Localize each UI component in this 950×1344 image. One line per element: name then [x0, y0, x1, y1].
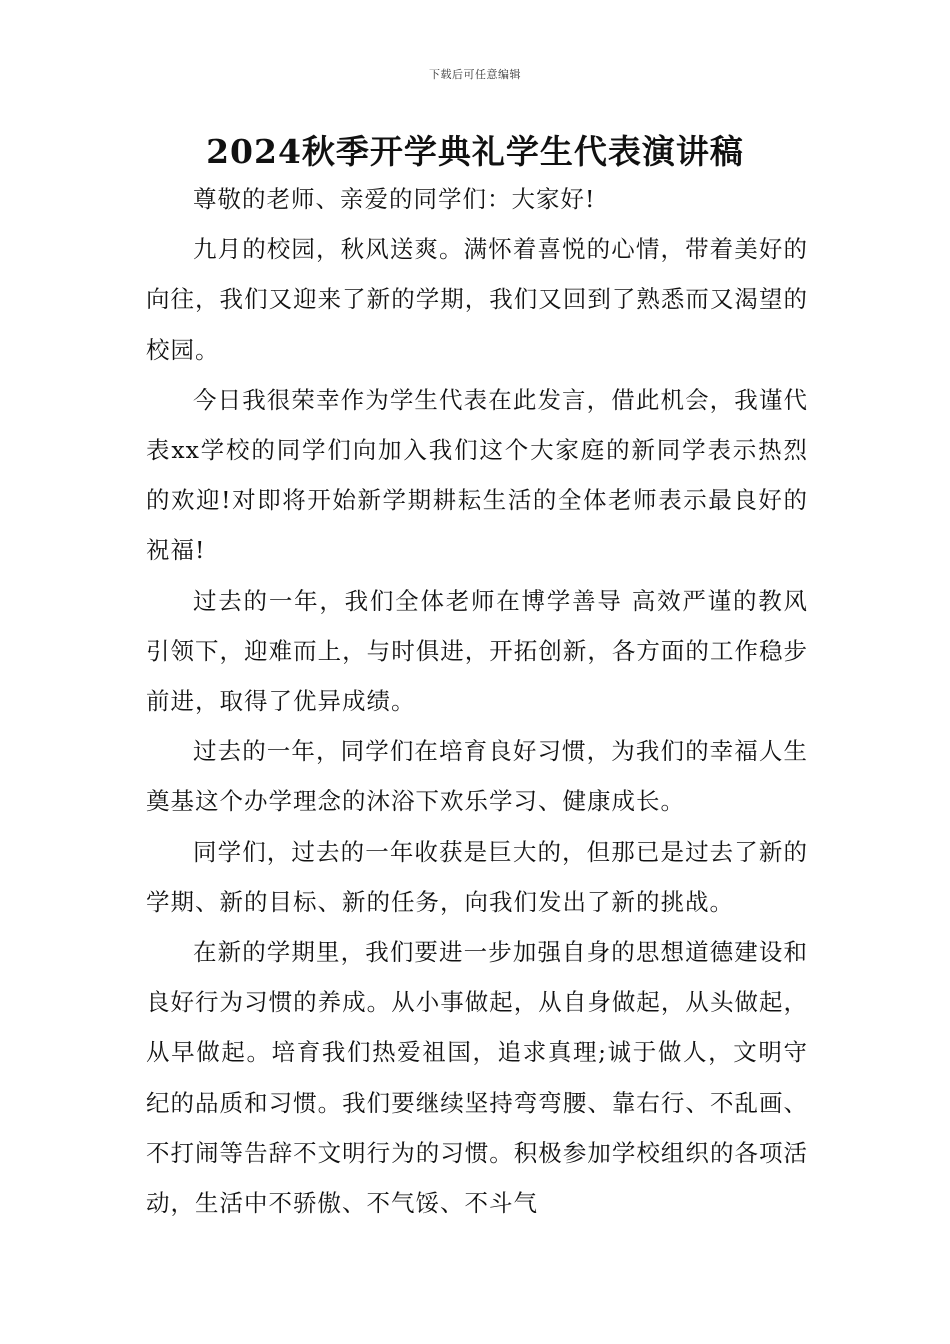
header-note: 下载后可任意编辑: [429, 68, 521, 81]
paragraph-6: 在新的学期里，我们要进一步加强自身的思想道德建设和良好行为习惯的养成。从小事做起，从自身做起，从头做起，从早做起。培育我们热爱祖国，追求真理;诚于做人，文明守纪的品质和习惯。我们要继续坚持弯弯腰、靠右行、不乱画、不打闹等告辞不文明行为的习惯。积极参加学校组织的各项活动，生活中不骄傲、不气馁、不斗气: [146, 938, 808, 1218]
document-body: [146, 174, 808, 1228]
paragraph-greeting: 尊敬的老师、亲爱的同学们：大家好!: [193, 185, 596, 213]
paragraph-4: 过去的一年，同学们在培育良好习惯，为我们的幸福人生奠基这个办学理念的沐浴下欢乐学习、健康成长。: [146, 737, 808, 816]
paragraph-5: 同学们，过去的一年收获是巨大的，但那已是过去了新的学期、新的目标、新的任务，向我们发出了新的挑战。: [146, 837, 808, 916]
paragraph-1: 九月的校园，秋风送爽。满怀着喜悦的心情，带着美好的向往，我们又迎来了新的学期，我们又回到了熟悉而又渴望的校园。: [146, 235, 808, 364]
paragraph-2: 今日我很荣幸作为学生代表在此发言，借此机会，我谨代表xx学校的同学们向加入我们这个大家庭的新同学表示热烈的欢迎!对即将开始新学期耕耘生活的全体老师表示最良好的祝福!: [146, 385, 808, 565]
document-title: 2024秋季开学典礼学生代表演讲稿: [206, 132, 744, 171]
paragraph-3: 过去的一年，我们全体老师在博学善导 高效严谨的教风引领下，迎难而上，与时俱进，开拓创新，各方面的工作稳步前进，取得了优异成绩。: [146, 586, 808, 716]
